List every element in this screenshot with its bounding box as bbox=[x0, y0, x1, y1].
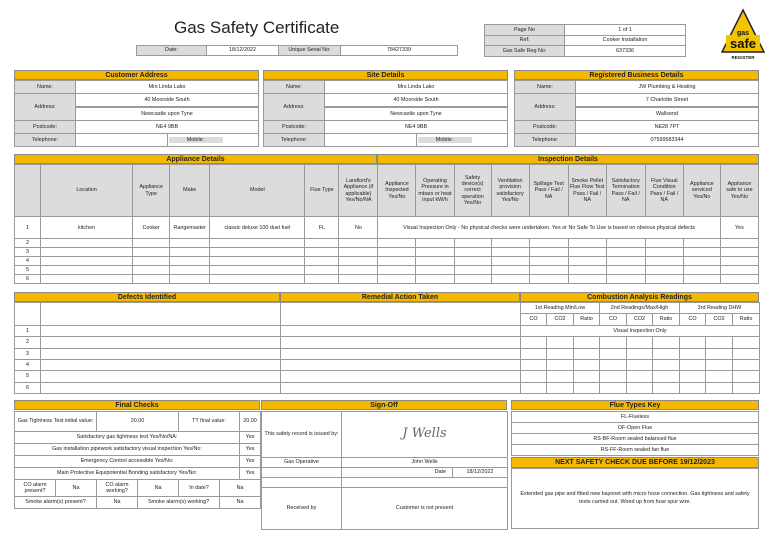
table-row bbox=[15, 348, 760, 359]
appliance-row-number: 5 bbox=[15, 266, 41, 275]
combustion-sub-header: CO2 bbox=[627, 314, 653, 325]
site-name: Mrs Linda Lako bbox=[325, 81, 508, 94]
customer-name: Mrs Linda Lako bbox=[76, 81, 259, 94]
smoke-alarm-working-value: Na bbox=[220, 497, 261, 509]
business-postcode-label: Postcode: bbox=[515, 121, 576, 134]
co-alarm-working-label: CO alarm working? bbox=[97, 480, 138, 497]
site-heading: Site Details bbox=[263, 70, 508, 80]
inspection-col-header: Appliance safe to use Yes/No bbox=[720, 165, 758, 217]
defect-row-number: 6 bbox=[15, 382, 41, 393]
table-row bbox=[15, 359, 760, 370]
table-row bbox=[15, 248, 759, 257]
defect-row-number: 2 bbox=[15, 337, 41, 348]
signoff-heading: Sign-Off bbox=[261, 400, 507, 410]
appliance-col-header: Model bbox=[210, 165, 305, 217]
inspection-col-header: Appliance serviced Yes/No bbox=[683, 165, 720, 217]
table-row bbox=[15, 257, 759, 266]
signoff-table bbox=[261, 411, 508, 530]
appliance-type: Cooker bbox=[133, 217, 170, 239]
appliance-row-number: 4 bbox=[15, 257, 41, 266]
defect-row-number: 5 bbox=[15, 371, 41, 382]
customer-mobile-label: Mobile: bbox=[167, 134, 259, 147]
date-label: Date: bbox=[137, 46, 207, 56]
final-check-value: Yes bbox=[240, 468, 261, 480]
page-no-label: Page No bbox=[485, 25, 565, 36]
business-tel: 07599583344 bbox=[576, 134, 759, 147]
inspection-col-header: Satisfactory Termination Pass / Fail / NA bbox=[606, 165, 645, 217]
inspection-col-header: Operating Pressure in mbars or heat input kW/h bbox=[416, 165, 454, 217]
defect-row-number: 4 bbox=[15, 359, 41, 370]
smoke-alarm-present-value: Na bbox=[97, 497, 138, 509]
tightness-initial-label: Gas Tightness Test initial value: bbox=[15, 412, 97, 432]
site-mobile-label: Mobile: bbox=[416, 134, 508, 147]
customer-tel-label: Telephone: bbox=[15, 134, 76, 147]
appliance-inspection-table bbox=[14, 164, 759, 284]
issued-by-label: This safety record is issued by: bbox=[262, 412, 342, 458]
business-address-label: Address: bbox=[515, 93, 576, 120]
flue-key-item: FL-Flueless bbox=[512, 412, 759, 423]
combustion-group-label: 3rd Reading DHW bbox=[680, 303, 760, 314]
table-row bbox=[15, 325, 760, 336]
gas-safe-logo bbox=[721, 8, 765, 62]
customer-table bbox=[14, 80, 259, 147]
appliance-heading: Appliance Details bbox=[14, 154, 377, 164]
combustion-heading: Combustion Analysis Readings bbox=[520, 292, 759, 302]
business-postcode: NE28 7PT bbox=[576, 121, 759, 134]
co-alarm-present-value: Na bbox=[56, 480, 97, 497]
table-row bbox=[15, 275, 759, 284]
business-name: JW Plumbing & Heating bbox=[576, 81, 759, 94]
inspection-col-header: Flue Visual Condition Pass / Fail / NA bbox=[645, 165, 683, 217]
site-postcode: NE4 9BB bbox=[325, 121, 508, 134]
customer-address-line: 40 Moorside South bbox=[76, 93, 259, 106]
table-row bbox=[15, 337, 760, 348]
next-check-banner: NEXT SAFETY CHECK DUE BEFORE 19/12/2023 bbox=[511, 457, 759, 468]
final-check-value: Yes bbox=[240, 432, 261, 444]
appliance-safe-value: Yes bbox=[720, 217, 758, 239]
signoff-date-value: 18/12/2022 bbox=[453, 468, 508, 478]
combustion-sub-header: CO bbox=[521, 314, 547, 325]
appliance-row-number: 2 bbox=[15, 239, 41, 248]
appliance-location: kitchen bbox=[41, 217, 133, 239]
appliance-row-number: 3 bbox=[15, 248, 41, 257]
inspection-col-header: Safety device(s) correct operation Yes/No bbox=[454, 165, 491, 217]
tightness-initial-value: 20.00 bbox=[97, 412, 179, 432]
defects-heading: Defects Identified bbox=[14, 292, 280, 302]
table-row bbox=[15, 239, 759, 248]
site-postcode-label: Postcode: bbox=[264, 121, 325, 134]
logo-register-text: REGISTER bbox=[731, 55, 755, 60]
site-address-line: Newcastle upon Tyne bbox=[325, 108, 508, 121]
business-address-line: 7 Charlotte Street bbox=[576, 93, 759, 106]
in-date-label: In date? bbox=[179, 480, 220, 497]
combustion-sub-header: CO bbox=[600, 314, 627, 325]
customer-address-line: Newcastle upon Tyne bbox=[76, 108, 259, 121]
date-value: 18/12/2022 bbox=[207, 46, 279, 56]
combustion-note: Visual Inspection Only bbox=[521, 325, 760, 336]
appliance-row-number: 1 bbox=[15, 217, 41, 239]
appliance-flue-type: FL bbox=[305, 217, 339, 239]
table-row bbox=[15, 266, 759, 275]
remedial-heading: Remedial Action Taken bbox=[280, 292, 520, 302]
flue-key-heading: Flue Types Key bbox=[511, 400, 759, 410]
defect-row-number: 3 bbox=[15, 348, 41, 359]
site-name-label: Name: bbox=[264, 81, 325, 94]
inspection-col-header: Appliance Inspected Yes/No bbox=[378, 165, 416, 217]
flue-key-item: RS-BF-Room sealed balanced flue bbox=[512, 434, 759, 445]
business-tel-label: Telephone: bbox=[515, 134, 576, 147]
page-no-value: 1 of 1 bbox=[565, 25, 686, 36]
in-date-value: Na bbox=[220, 480, 261, 497]
combustion-sub-header: CO2 bbox=[706, 314, 733, 325]
site-tel-label: Telephone: bbox=[264, 134, 325, 147]
final-check-label: Satisfactory gas tightness test Yes/No/NA: bbox=[15, 432, 240, 444]
inspection-heading: Inspection Details bbox=[377, 154, 759, 164]
business-address-line: Wallsend bbox=[576, 108, 759, 121]
top-right-info bbox=[484, 24, 686, 57]
site-address-line: 40 Moorside South bbox=[325, 93, 508, 106]
customer-postcode: NE4 9BB bbox=[76, 121, 259, 134]
appliance-model: classic deluxe 100 duel fuel bbox=[210, 217, 305, 239]
reg-no-value: 637336 bbox=[565, 46, 686, 57]
final-check-label: Main Protective Equipotential Bonding satisfactory Yes/No: bbox=[15, 468, 240, 480]
work-notes: Extended gas pipe and fitted new bayonet with micro hose connection. Gas tightness and safety tests carried out. Wired up from fuse spur wire. bbox=[511, 468, 759, 529]
serial-label: Unique Serial No: bbox=[279, 46, 341, 56]
appliance-row-number: 6 bbox=[15, 275, 41, 284]
combustion-sub-header: CO2 bbox=[547, 314, 574, 325]
date-serial-row bbox=[136, 45, 458, 56]
combustion-sub-header: CO bbox=[680, 314, 706, 325]
defect-row-number: 1 bbox=[15, 325, 41, 336]
received-by-value: Customer is not present bbox=[342, 488, 508, 530]
final-check-value: Yes bbox=[240, 444, 261, 456]
received-by-label: Received by bbox=[262, 488, 342, 530]
ref-value: Cooker Installation bbox=[565, 35, 686, 46]
combustion-group-label: 2nd Readings/Max/High bbox=[600, 303, 680, 314]
site-address-label: Address: bbox=[264, 93, 325, 120]
customer-postcode-label: Postcode: bbox=[15, 121, 76, 134]
co-alarm-working-value: Na bbox=[138, 480, 179, 497]
svg-text:safe: safe bbox=[729, 36, 757, 51]
inspection-note: Visual Inspection Only - No physical checks were undertaken. Yes or No Safe To Use is based on obvious physical defects bbox=[378, 217, 720, 239]
flue-key-item: OF-Open Flue bbox=[512, 423, 759, 434]
defects-combustion-table bbox=[14, 302, 760, 394]
co-alarm-present-label: CO alarm present? bbox=[15, 480, 56, 497]
site-table bbox=[263, 80, 508, 147]
business-table bbox=[514, 80, 759, 147]
inspection-col-header: Smoke Pellet Flue Flow Test Pass / Fail / NA bbox=[568, 165, 606, 217]
signature: J Wells bbox=[342, 412, 508, 458]
combustion-sub-header: Ratio bbox=[653, 314, 680, 325]
svg-text:gas: gas bbox=[736, 30, 750, 37]
business-name-label: Name: bbox=[515, 81, 576, 94]
signoff-date-label: Date bbox=[342, 468, 453, 478]
combustion-group-label: 1st Reading Min/Low bbox=[521, 303, 600, 314]
smoke-alarm-working-label: Smoke alarm(s) working? bbox=[138, 497, 220, 509]
table-row bbox=[15, 382, 760, 393]
appliance-col-header: Landlord's Appliance (if applicable) Yes/No/NA bbox=[339, 165, 378, 217]
gas-operative-label: Gas Operative bbox=[262, 458, 342, 468]
appliance-col-header: Appliance Type bbox=[133, 165, 170, 217]
gas-operative-name: John Wells bbox=[342, 458, 508, 468]
final-check-label: Gas installation pipework satisfactory visual inspection Yes/No: bbox=[15, 444, 240, 456]
flue-key-table bbox=[511, 411, 759, 456]
page-title: Gas Safety Certificate bbox=[174, 18, 340, 37]
ref-label: Ref: bbox=[485, 35, 565, 46]
customer-name-label: Name: bbox=[15, 81, 76, 94]
combustion-sub-header: Ratio bbox=[574, 314, 600, 325]
customer-address-label: Address: bbox=[15, 93, 76, 120]
appliance-landlord: No bbox=[339, 217, 378, 239]
tt-final-label: TT final value: bbox=[179, 412, 240, 432]
combustion-sub-header: Ratio bbox=[733, 314, 760, 325]
appliance-make: Rangemaster bbox=[170, 217, 210, 239]
final-check-label: Emergency Control accessible Yes/No: bbox=[15, 456, 240, 468]
business-heading: Registered Business Details bbox=[514, 70, 759, 80]
appliance-col-header: Flue Type bbox=[305, 165, 339, 217]
smoke-alarm-present-label: Smoke alarm(s) present? bbox=[15, 497, 97, 509]
appliance-col-header bbox=[15, 165, 41, 217]
flue-key-item: RS-FF-Room sealed fan flue bbox=[512, 445, 759, 456]
final-check-value: Yes bbox=[240, 456, 261, 468]
final-checks-table bbox=[14, 411, 261, 509]
customer-heading: Customer Address bbox=[14, 70, 259, 80]
final-checks-heading: Final Checks bbox=[14, 400, 260, 410]
appliance-col-header: Location bbox=[41, 165, 133, 217]
inspection-col-header: Ventilation provision satisfactory Yes/No bbox=[491, 165, 529, 217]
reg-no-label: Gas Safe Reg No: bbox=[485, 46, 565, 57]
inspection-col-header: Spillage Test Pass / Fail / NA bbox=[529, 165, 568, 217]
tt-final-value: 20.00 bbox=[240, 412, 261, 432]
table-row bbox=[15, 371, 760, 382]
serial-value: 78427339 bbox=[341, 46, 458, 56]
appliance-col-header: Make bbox=[170, 165, 210, 217]
